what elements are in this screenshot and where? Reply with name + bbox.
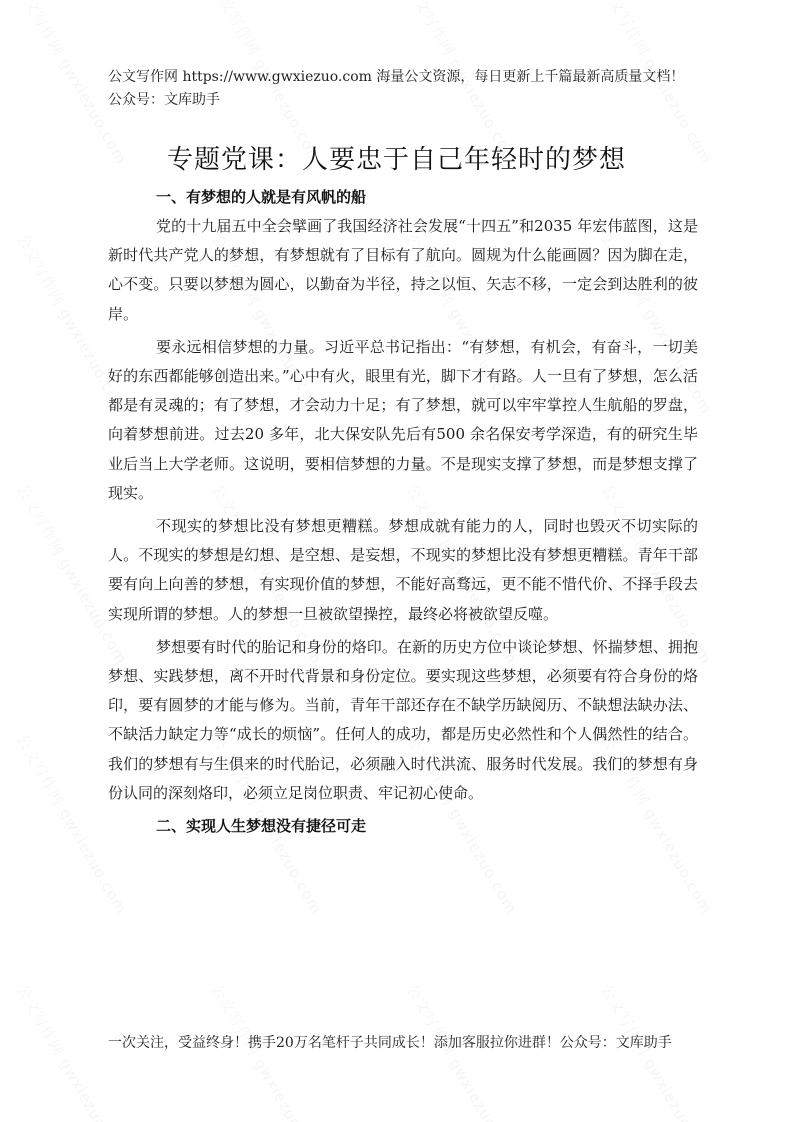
footer-note: 一次关注，受益终身！携手20万名笔杆子共同成长！添加客服拉你进群！公众号：文库助手 (108, 1035, 672, 1051)
page-title: 专题党课：人要忠于自己年轻时的梦想 (166, 145, 626, 175)
paragraph-4: 梦想要有时代的胎记和身份的烙印。在新的历史方位中谈论梦想、怀揣梦想、拥抱梦想、实践梦想，离不开时代背景和身份定位。要实现这些梦想，必须要有符合身份的烙印，要有圆梦的才能与修为。当前，青年干部还存在不缺学历缺阅历、不缺想法缺办法、不缺活力缺定力等“成长的烦恼”。任何人的成功，都是历史必然性和个人偶然性的结合。我们的梦想有与生俱来的时代胎记，必须融入时代洪流、服务时代发展。我们的梦想有身份认同的深刻烙印，必须立足岗位职责、牢记初心使命。 (108, 637, 698, 802)
document-body (108, 183, 698, 841)
paragraph-2: 要永远相信梦想的力量。习近平总书记指出：“有梦想，有机会，有奋斗，一切美好的东西都能够创造出来。”心中有火，眼里有光，脚下才有路。人一旦有了梦想，怎么活都是有灵魂的；有了梦想，才会动力十足；有了梦想，就可以牢牢掌控人生航船的罗盘，向着梦想前进。过去20 多年，北大保安队先后有500 余名保安考学深造，有的研究生毕业后当上大学老师。这说明，要相信梦想的力量。不是现实支撑了梦想，而是梦想支撑了现实。 (108, 337, 698, 502)
section-heading-1: 一、有梦想的人就是有风帆的船 (156, 188, 367, 206)
section-heading-2: 二、实现人生梦想没有捷径可走 (156, 817, 367, 836)
paragraph-3: 不现实的梦想比没有梦想更糟糕。梦想成就有能力的人，同时也毁灭不切实际的人。不现实的梦想是幻想、是空想、是妄想，不现实的梦想比没有梦想更糟糕。青年干部要有向上向善的梦想，有实现价值的梦想，不能好高骛远，更不能不惜代价、不择手段去实现所谓的梦想。人的梦想一旦被欲望操控，最终必将被欲望反噬。 (108, 517, 698, 623)
paragraph-1: 党的十九届五中全会擘画了我国经济社会发展“十四五”和2035 年宏伟蓝图，这是新时代共产党人的梦想，有梦想就有了目标有了航向。圆规为什么能画圆？因为脚在走，心不变。只要以梦想为圆心，以勤奋为半径，持之以恒、矢志不移，一定会到达胜利的彼岸。 (108, 217, 698, 323)
header-note: 公文写作网 https://www.gwxiezuo.com 海量公文资源，每日更新上千篇最新高质量文档！ 公众号：文库助手 (108, 69, 685, 108)
